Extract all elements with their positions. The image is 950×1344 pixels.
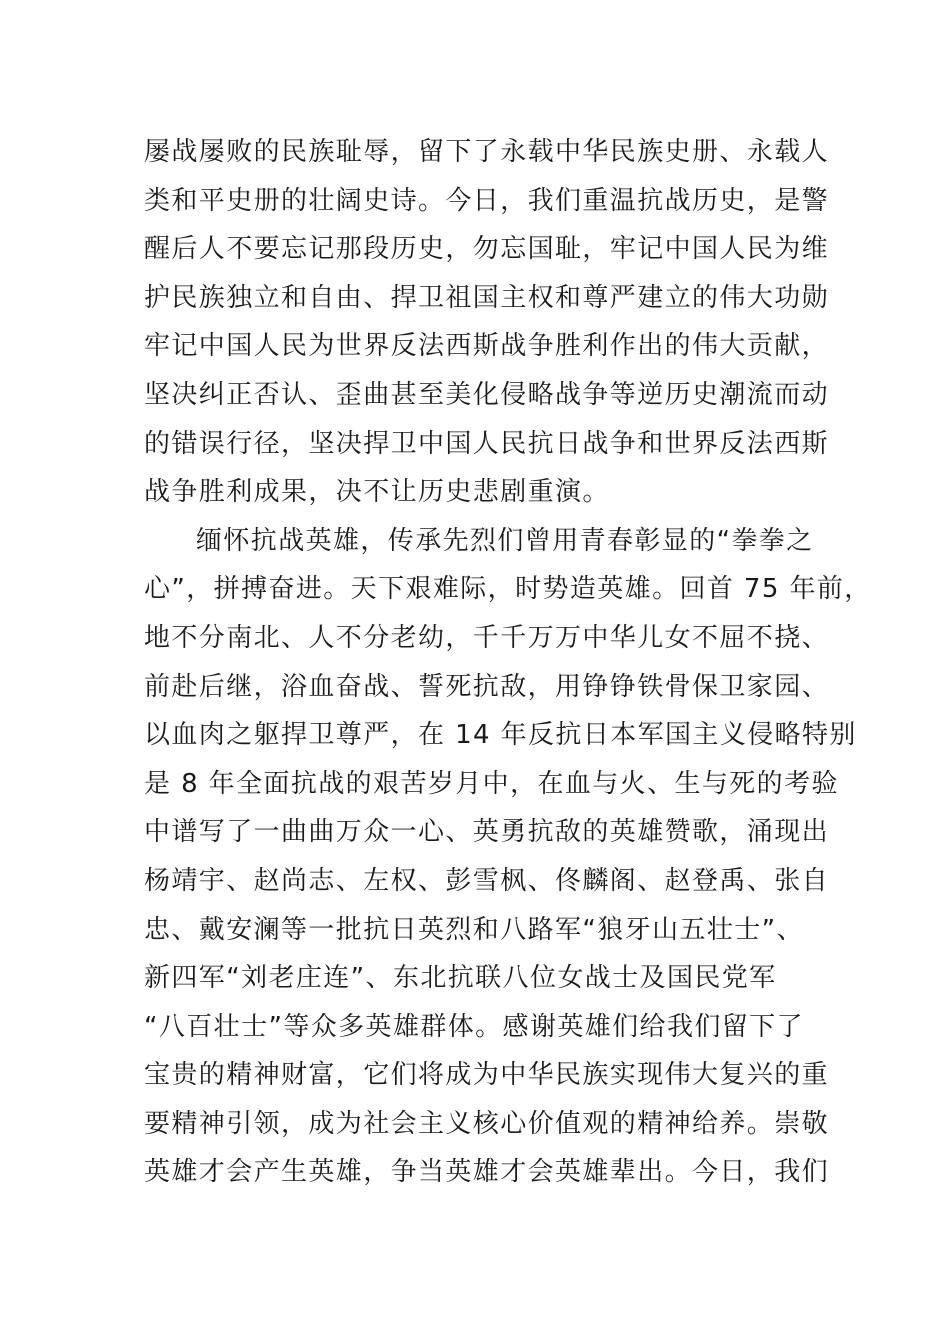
text-line: 的错误行径，坚决捍卫中国人民抗日战争和世界反法西斯 (144, 428, 830, 459)
text-line: 牢记中国人民为世界反法西斯战争胜利作出的伟大贡献， (144, 331, 830, 362)
text-line: 心”，拼搏奋进。天下艰难际，时势造英雄。回首 75 年前， (144, 574, 872, 605)
text-line: 中谱写了一曲曲万众一心、英勇抗敌的英雄赞歌，涌现出 (144, 817, 830, 848)
paragraph-start-line: 缅怀抗战英雄，传承先烈们曾用青春彰显的“拳拳之 (196, 525, 814, 556)
text-line: “八百壮士”等众多英雄群体。感谢英雄们给我们留下了 (144, 1011, 804, 1042)
text-line: 醒后人不要忘记那段历史，勿忘国耻，牢记中国人民为维 (144, 234, 830, 265)
text-line: 护民族独立和自由、捍卫祖国主权和尊严建立的伟大功勋 (144, 282, 830, 313)
text-line: 战争胜利成果，决不让历史悲剧重演。 (144, 477, 610, 508)
text-line: 屡战屡败的民族耻辱，留下了永载中华民族史册、永载人 (144, 137, 830, 167)
text-line: 英雄才会产生英雄，争当英雄才会英雄辈出。今日，我们 (144, 1157, 830, 1188)
text-line: 杨靖宇、赵尚志、左权、彭雪枫、佟麟阁、赵登禹、张自 (144, 865, 830, 896)
body-text (144, 128, 872, 1197)
text-line: 忠、戴安澜等一批抗日英烈和八路军“狼牙山五壮士”、 (144, 914, 804, 945)
text-line: 前赴后继，浴血奋战、誓死抗敌，用铮铮铁骨保卫家园、 (144, 671, 830, 702)
text-line: 地不分南北、人不分老幼，千千万万中华儿女不屈不挠、 (144, 622, 830, 653)
text-line: 是 8 年全面抗战的艰苦岁月中，在血与火、生与死的考验 (144, 768, 839, 799)
text-line: 坚决纠正否认、歪曲甚至美化侵略战争等逆历史潮流而动 (144, 379, 830, 410)
text-line: 类和平史册的壮阔史诗。今日，我们重温抗战历史，是警 (144, 185, 830, 216)
text-line: 新四军“刘老庄连”、东北抗联八位女战士及国民党军 (144, 963, 777, 994)
text-line: 以血肉之躯捍卫尊严，在 14 年反抗日本军国主义侵略特别 (144, 720, 857, 751)
text-line: 宝贵的精神财富，它们将成为中华民族实现伟大复兴的重 (144, 1060, 830, 1091)
text-line: 要精神引领，成为社会主义核心价值观的精神给养。崇敬 (144, 1108, 830, 1139)
